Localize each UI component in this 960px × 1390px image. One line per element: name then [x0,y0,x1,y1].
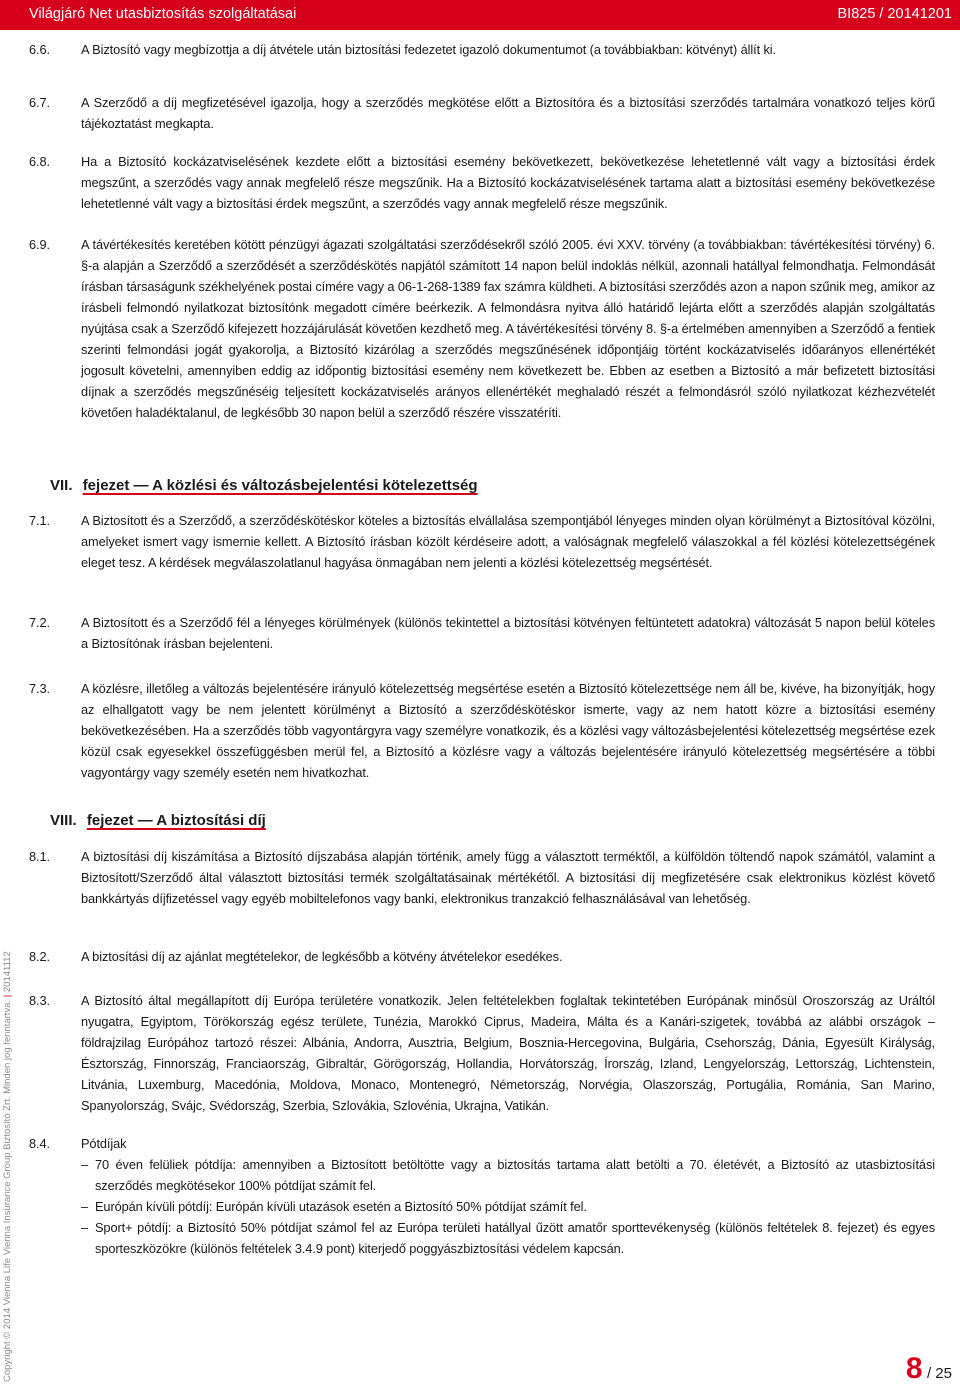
item-text: A Biztosító által megállapított díj Európa területére vonatkozik. Jelen feltételekben foglaltak tekintetében Európának minősül Oroszország az Uráltól nyugatra, Egyiptom, Törökország egész területe, Tunézia, Marokkó Ciprus, Madeira, Málta és a Kanári-szigetek, továbbá az alábbi országok – földrajzilag Európához tartozó részei: Albánia, Andorra, Ausztria, Belgium, Bosznia-Hercegovina, Bulgária, Csehország, Dánia, Egyesült Királyság, Észtország, Finnország, Franciaország, Gibraltár, Görögország, Hollandia, Horvátország, Írország, Izland, Lengyelország, Lettország, Lichtenstein, Litvánia, Luxemburg, Macedónia, Moldova, Monaco, Montenegró, Németország, Norvégia, Olaszország, Portugália, Románia, San Marino, Spanyolország, Svájc, Svédország, Szerbia, Szlovákia, Szlovénia, Ukrajna, Vatikán. [81,993,935,1113]
section-item [29,946,935,967]
page-number [906,1352,952,1386]
item-text: A Biztosító vagy megbízottja a díj átvétele után biztosítási fedezetet igazoló dokumentumot (a továbbiakban: kötvényt) állít ki. [81,42,776,57]
section-item [29,39,935,60]
dash-glyph: – [81,1220,89,1235]
item-text: A Biztosított és a Szerződő, a szerződéskötéskor köteles a biztosítás elvállalása szempontjából lényeges minden olyan körülményt a Biztosítóval közölni, amelyeket ismert vagy ismernie kellett. A Biztosító írásban közölt kérdéseire adott, a valóságnak megfelelő válaszokkal a fél közlési kötelezettségének eleget tesz. A kérdések megválaszolatlanul hagyása önmagában nem jelenti a közlési kötelezettség megsértését. [81,513,935,570]
copyright-separator: | [2,994,13,998]
chapter-title: fejezet — A közlési és változásbejelentési kötelezettség [82,477,478,494]
section-item [29,612,935,654]
section-item [29,846,935,909]
section-item [29,234,935,423]
item-number: 7.2. [29,615,50,630]
section-item [29,990,935,1116]
chapter-number: VIII. [50,812,77,829]
item-number: 8.3. [29,993,50,1008]
side-copyright [2,822,13,1382]
item-text: A Biztosított és a Szerződő fél a lényeges körülmények (különös tekintettel a biztosítási kötvényen feltüntetett adatokra) változását 5 napon belül köteles a Biztosítónak írásban bejelenteni. [81,615,935,651]
header-title: Világjáró Net utasbiztosítás szolgáltatásai [29,6,297,22]
copyright-date: 20141112 [2,951,13,993]
item-number: 7.1. [29,513,50,528]
section-item [29,92,935,134]
surcharge-text: Sport+ pótdíj: a Biztosító 50% pótdíjat számol fel az Európa területi hatállyal űzött amatőr sporttevékenység (különös feltételek 8. fejezet) és egyes sporteszközökre (különös feltételek 3.4.9 pont) kiterjedő poggyászbiztosítási védelem kapcsán. [95,1220,935,1256]
section-item [29,1133,935,1259]
surcharge-item [81,1154,935,1196]
item-text: Ha a Biztosító kockázatviselésének kezdete előtt a biztosítási esemény bekövetkezett, bekövetkezése lehetetlenné vált vagy a biztosítási érdek megszűnt, a szerződés vagy annak megfelelő része megszűnik. Ha a Biztosító kockázatviselésének tartama alatt a biztosítási esemény bekövetkezése lehetetlenné vált vagy a biztosítási érdek megszűnt, a szerződés vagy annak megfelelő része megszűnik. [81,154,935,211]
surcharge-item [81,1196,935,1217]
copyright-text: Copyright © 2014 Vienna Life Vienna Insurance Group Biztosító Zrt. Minden jog fenntartva. [2,999,13,1382]
current-page: 8 [905,1352,923,1385]
item-text: A Szerződő a díj megfizetésével igazolja, hogy a szerződés megkötése előtt a Biztosítóra és a biztosítási szerződés tartalmára vonatkozó teljes körű tájékoztatást megkapta. [81,95,935,131]
item-text: A biztosítási díj az ajánlat megtételekor, de legkésőbb a kötvény átvételekor esedékes. [81,949,563,964]
item-number: 7.3. [29,681,50,696]
item-number: 8.1. [29,849,50,864]
surcharges-block [81,1133,935,1259]
item-number: 8.2. [29,949,50,964]
section-item [29,510,935,573]
item-number: 6.9. [29,237,50,252]
surcharge-item [81,1217,935,1259]
chapter-number: VII. [50,477,73,494]
chapter-title: fejezet — A biztosítási díj [86,812,266,829]
item-text: A közlésre, illetőleg a változás bejelentésére irányuló kötelezettség megsértése esetén a Biztosító kötelezettsége nem áll be, kivéve, ha bizonyítják, hogy az elhallgatott vagy be nem jelentett körülményt a Biztosító a szerződéskötéskor ismerte, vagy az nem hatott közre a biztosítási esemény bekövetkezésében. Ha a szerződés több vagyontárgyra vagy személyre vonatkozik, és a közlési vagy változásbejelentési kötelezettség megsértése ezek közül csak egyesekkel összefüggésben merül fel, a Biztosító a közlésre vagy a változás bejelentésére irányuló kötelezettség megsértésére a többi vagyontárgy vagy személy esetén nem hivatkozhat. [81,681,935,780]
item-number: 6.8. [29,154,50,169]
dash-glyph: – [81,1199,89,1214]
chapter-heading-viii [50,812,266,829]
item-number: 8.4. [29,1136,50,1151]
header-bar [0,0,960,30]
section-item [29,151,935,214]
dash-glyph: – [81,1157,89,1172]
item-number: 6.7. [29,95,50,110]
surcharges-heading: Pótdíjak [81,1136,127,1151]
surcharge-text: 70 éven felüliek pótdíja: amennyiben a Biztosított betöltötte vagy a biztosítás tartama alatt betölti a 70. életévét, a Biztosító az utasbiztosítási szerződés megkötésekor 100% pótdíjat számít fel. [95,1157,935,1193]
document-code: BI825 / 20141201 [837,6,952,22]
chapter-heading-vii [50,477,478,494]
item-text: A távértékesítés keretében kötött pénzügyi ágazati szolgáltatási szerződésekről szóló 2005. évi XXV. törvény (a továbbiakban: távértékesítési törvény) 6. §-a alapján a Szerződő a szerződését a szerződéskötés napjától számított 14 napon belül indoklás nélkül, azonnali hatállyal felmondhatja. Felmondását írásban társaságunk székhelyének postai címére vagy a 06-1-268-1389 fax számra küldheti. A biztosítási szerződés azon a napon szűnik meg, amikor az írásbeli felmondó nyilatkozat biztosítónk megadott címére beérkezik. A felmondásra nyitva álló határidő lejárta előtt a szerződés alapján szolgáltatás nyújtása csak a Szerződő kifejezett hozzájárulását követően kezdhető meg. A távértékesítési törvény 8. §-a értelmében amennyiben a Szerződő a fentiek szerinti felmondási jogát gyakorolja, a Biztosító kizárólag a szerződés megszűnésének időpontjáig történt kockázatviselés időarányos ellenértékét jogosult követelni, amennyiben eddig az időpontig biztosítási esemény nem következett be. Ebben az esetben a Biztosító a már befizetett biztosítási díjnak a szerződés megszűnéséig teljesített kockázatviselés arányos ellenértékét meghaladó részét a felmondásról szóló nyilatkozat kézhezvételét követően haladéktalanul, de legkésőbb 30 napon belül a szerződő részére visszatéríti. [81,237,935,420]
item-number: 6.6. [29,42,50,57]
section-item [29,678,935,783]
total-pages: / 25 [926,1365,952,1382]
item-text: A biztosítási díj kiszámítása a Biztosító díjszabása alapján történik, amely függ a választott terméktől, a külföldön töltendő napok számától, valamint a Biztosított/Szerződő által választott biztosítási termék szolgáltatásainak mértékétől. A biztosítási díj megfizetésére csak elektronikus közlést követő bankkártyás díjfizetéssel vagy egyéb mobiltelefonos vagy banki, elektronikus tranzakció felhasználásával van lehetőség. [81,849,935,906]
surcharge-text: Európán kívüli pótdíj: Európán kívüli utazások esetén a Biztosító 50% pótdíjat számít fel. [95,1199,587,1214]
